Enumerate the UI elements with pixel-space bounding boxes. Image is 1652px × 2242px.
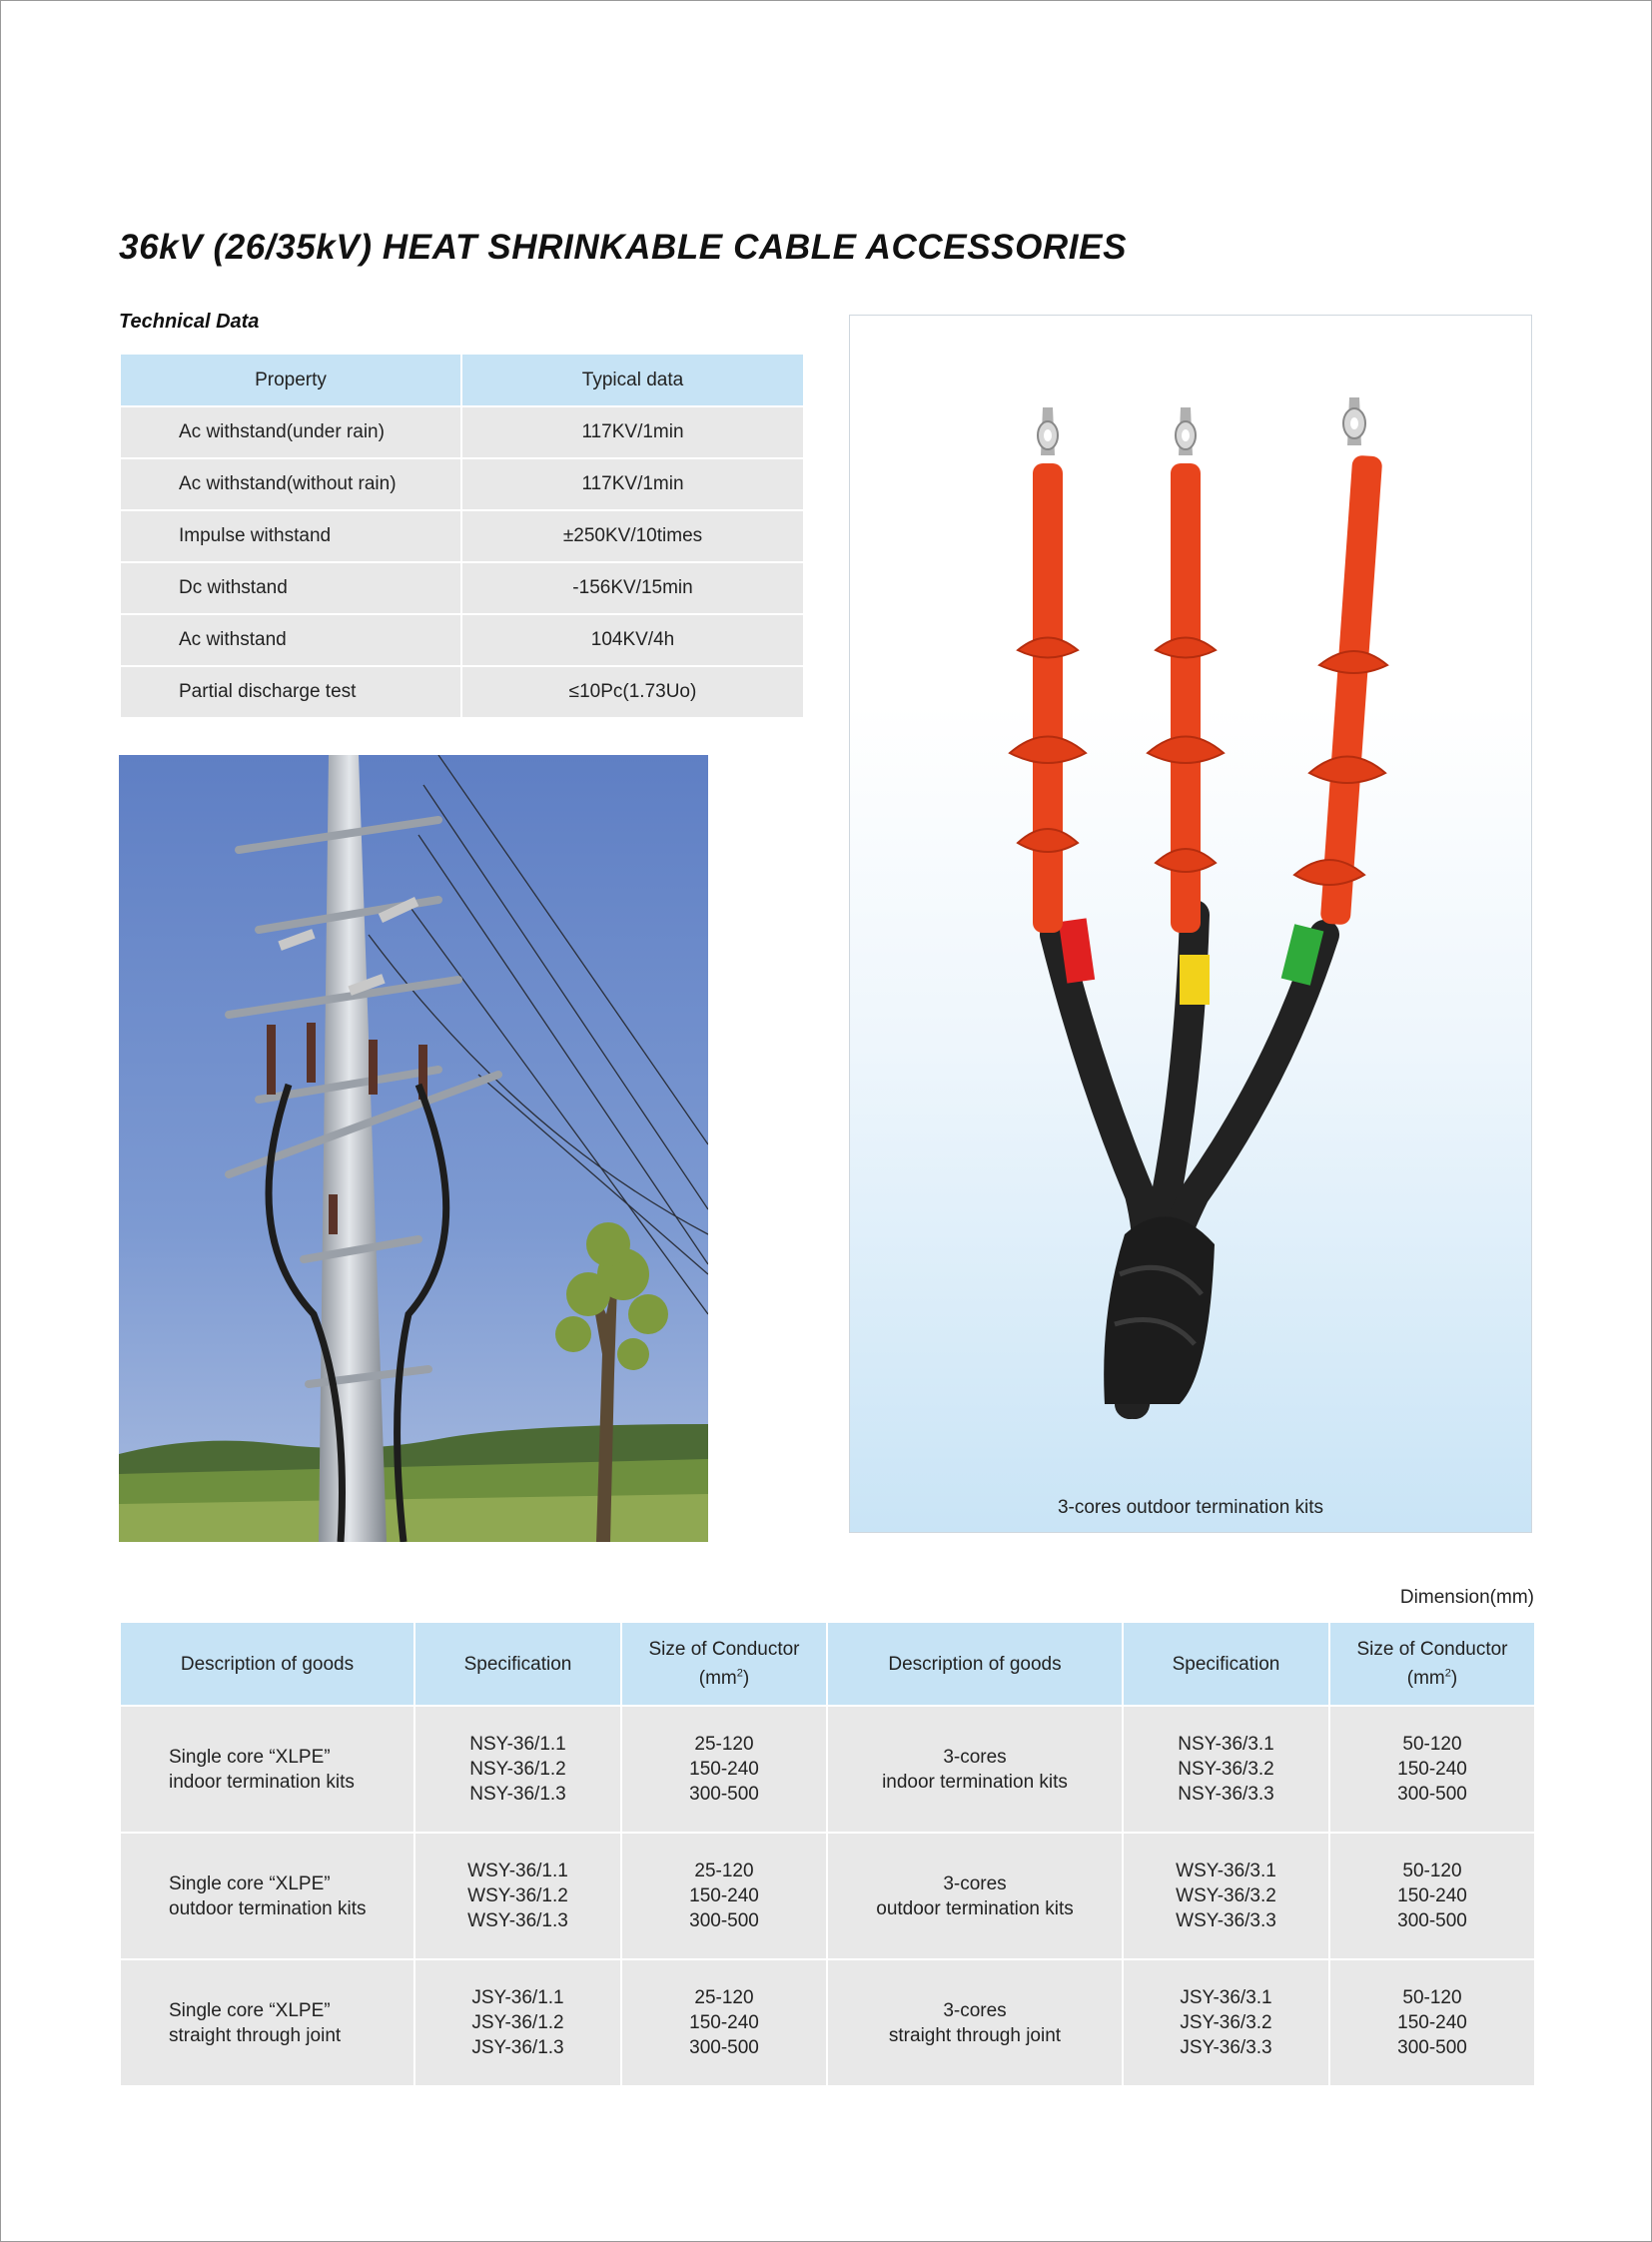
header-typical-data: Typical data bbox=[461, 354, 804, 406]
header-specification: Specification bbox=[414, 1622, 621, 1706]
table-row bbox=[120, 406, 804, 458]
single-core-description: Single core “XLPE” straight through joint bbox=[120, 1959, 414, 2086]
property-cell: Dc withstand bbox=[120, 562, 461, 614]
value-cell: -156KV/15min bbox=[461, 562, 804, 614]
single-core-description: Single core “XLPE” indoor termination kits bbox=[120, 1706, 414, 1833]
unit-label: $(mm^2)$ bbox=[1406, 1667, 1458, 1690]
single-core-spec: WSY-36/1.1 WSY-36/1.2 WSY-36/1.3 bbox=[414, 1833, 621, 1959]
header-size-of-conductor bbox=[1329, 1622, 1535, 1706]
property-cell: Ac withstand bbox=[120, 614, 461, 666]
table-row bbox=[120, 666, 804, 718]
single-core-description: Single core “XLPE” outdoor termination kits bbox=[120, 1833, 414, 1959]
dimension-note: Dimension(mm) bbox=[1399, 1587, 1534, 1608]
product-caption: 3-cores outdoor termination kits bbox=[1057, 1497, 1324, 1518]
table-row bbox=[120, 1706, 1535, 1833]
size-label: Size of Conductor bbox=[648, 1638, 800, 1660]
table-row bbox=[120, 510, 804, 562]
value-cell: ≤10Pc(1.73Uo) bbox=[461, 666, 804, 718]
table-row bbox=[120, 562, 804, 614]
three-core-description: 3-cores straight through joint bbox=[827, 1959, 1123, 2086]
value-cell: 117KV/1min bbox=[461, 406, 804, 458]
three-core-size: 50-120 150-240 300-500 bbox=[1329, 1959, 1535, 2086]
property-cell: Impulse withstand bbox=[120, 510, 461, 562]
value-cell: 104KV/4h bbox=[461, 614, 804, 666]
single-core-spec: NSY-36/1.1 NSY-36/1.2 NSY-36/1.3 bbox=[414, 1706, 621, 1833]
technical-data-table bbox=[119, 353, 805, 719]
header-description: Description of goods bbox=[120, 1622, 414, 1706]
size-label: Size of Conductor bbox=[1356, 1638, 1508, 1660]
goods-table bbox=[119, 1621, 1536, 2087]
property-cell: Partial discharge test bbox=[120, 666, 461, 718]
goods-header-row bbox=[120, 1622, 1535, 1706]
header-size-of-conductor bbox=[621, 1622, 827, 1706]
header-property: Property bbox=[120, 354, 461, 406]
table-row bbox=[120, 1833, 1535, 1959]
page-title: 36kV (26/35kV) HEAT SHRINKABLE CABLE ACCESSORIES bbox=[119, 228, 1128, 267]
property-cell: Ac withstand(under rain) bbox=[120, 406, 461, 458]
header-specification: Specification bbox=[1123, 1622, 1329, 1706]
value-cell: 117KV/1min bbox=[461, 458, 804, 510]
header-description: Description of goods bbox=[827, 1622, 1123, 1706]
technical-data-heading: Technical Data bbox=[119, 311, 260, 333]
unit-label: $(mm^2)$ bbox=[698, 1667, 750, 1690]
single-core-size: 25-120 150-240 300-500 bbox=[621, 1959, 827, 2086]
technical-header-row bbox=[120, 354, 804, 406]
three-core-spec: NSY-36/3.1 NSY-36/3.2 NSY-36/3.3 bbox=[1123, 1706, 1329, 1833]
three-core-size: 50-120 150-240 300-500 bbox=[1329, 1833, 1535, 1959]
three-core-spec: JSY-36/3.1 JSY-36/3.2 JSY-36/3.3 bbox=[1123, 1959, 1329, 2086]
three-core-description: 3-cores indoor termination kits bbox=[827, 1706, 1123, 1833]
single-core-size: 25-120 150-240 300-500 bbox=[621, 1706, 827, 1833]
termination-kit-illustration bbox=[850, 316, 1532, 1533]
three-core-spec: WSY-36/3.1 WSY-36/3.2 WSY-36/3.3 bbox=[1123, 1833, 1329, 1959]
product-image-panel bbox=[849, 315, 1532, 1533]
single-core-size: 25-120 150-240 300-500 bbox=[621, 1833, 827, 1959]
single-core-spec: JSY-36/1.1 JSY-36/1.2 JSY-36/1.3 bbox=[414, 1959, 621, 2086]
utility-pole-photo bbox=[119, 755, 708, 1542]
table-row bbox=[120, 1959, 1535, 2086]
table-row bbox=[120, 614, 804, 666]
three-core-description: 3-cores outdoor termination kits bbox=[827, 1833, 1123, 1959]
value-cell: ±250KV/10times bbox=[461, 510, 804, 562]
property-cell: Ac withstand(without rain) bbox=[120, 458, 461, 510]
table-row bbox=[120, 458, 804, 510]
three-core-size: 50-120 150-240 300-500 bbox=[1329, 1706, 1535, 1833]
